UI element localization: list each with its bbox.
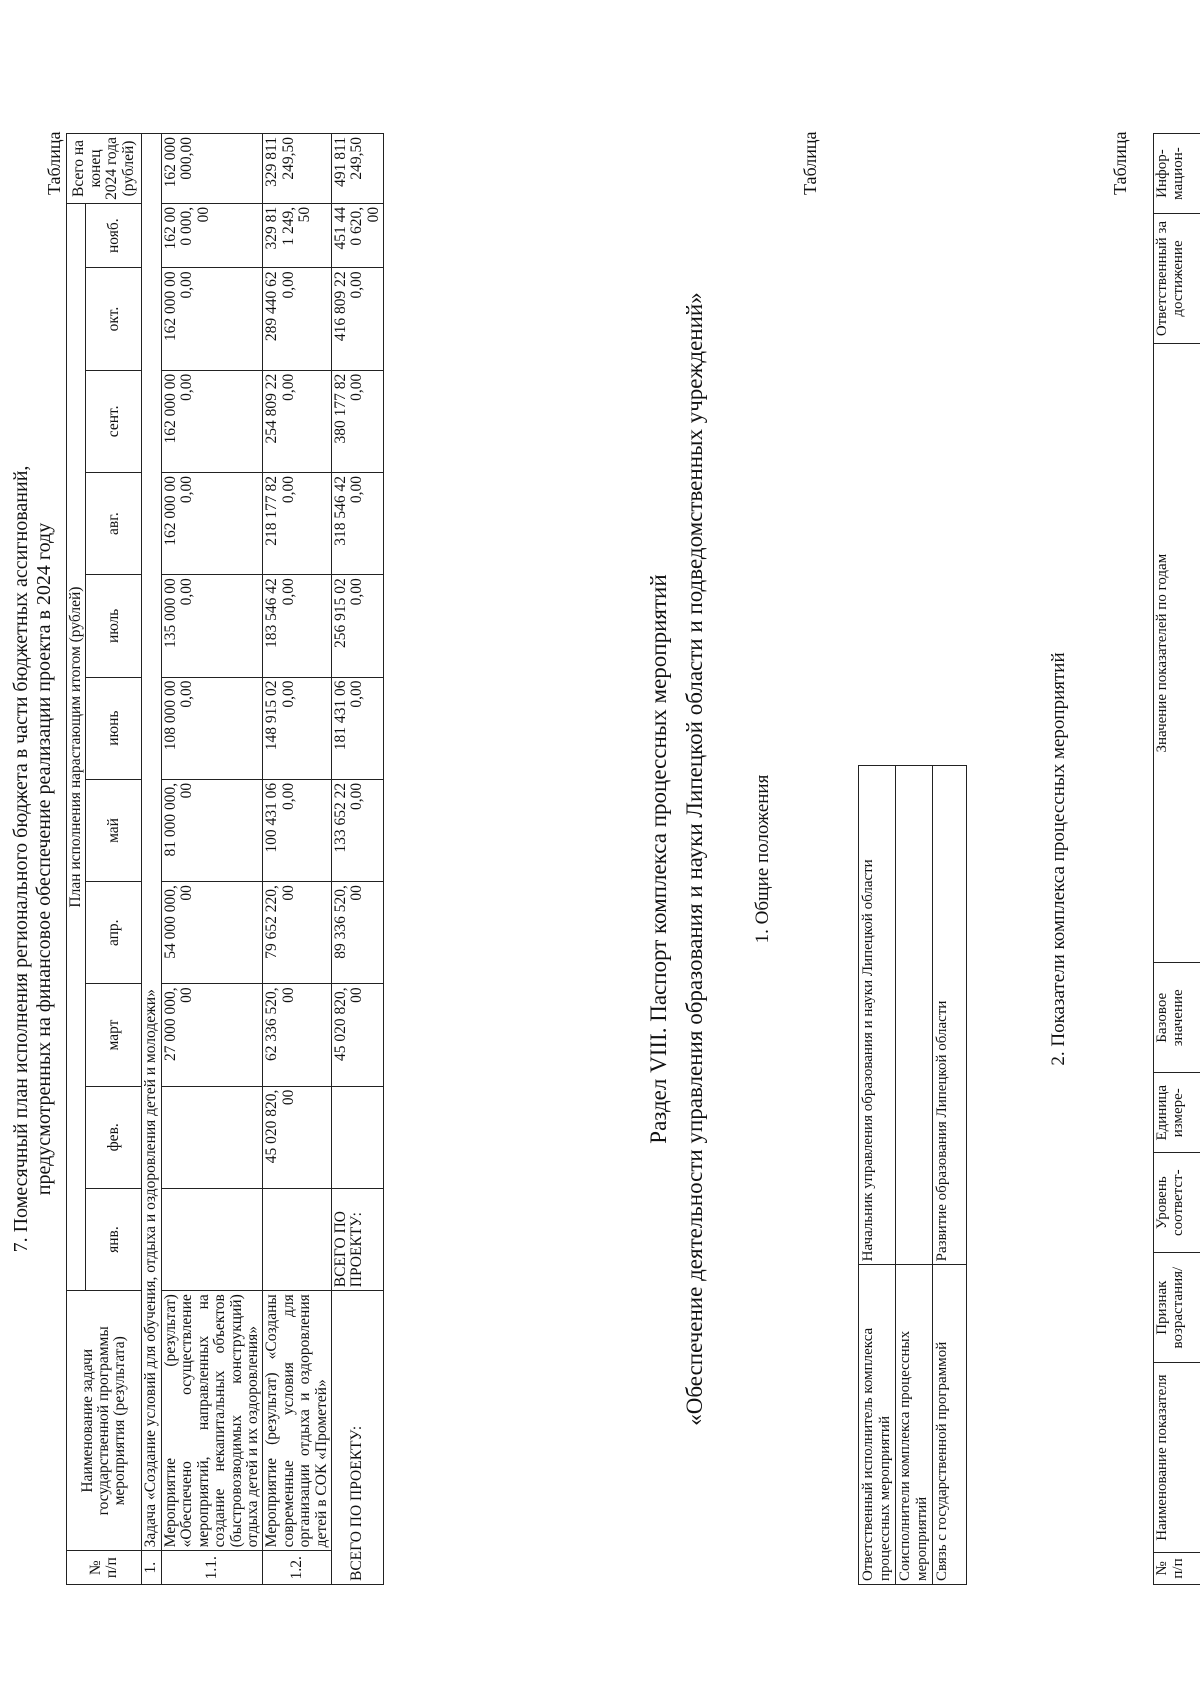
month-value: 79 652 220, 00: [263, 882, 332, 984]
month-value: [161, 1188, 263, 1290]
month-value: 162 000 00 0,00: [161, 472, 263, 574]
month-value: 162 00 0 000, 00: [161, 203, 263, 267]
indicator-header: Наименование показателя: [1154, 1363, 1200, 1553]
row-total: 329 811 249,50: [263, 134, 332, 204]
indicator-header: Признак возрастания/: [1154, 1253, 1200, 1363]
row-total: 491 811 249,50: [332, 134, 384, 204]
row-name: Мероприятие (результат) «Созданы современные условия для организации отдыха и оздоровления детей в СОК «Прометей»: [263, 1291, 332, 1551]
header-name: Наименование задачи государственной программы мероприятия (результата): [67, 1291, 142, 1551]
section7-title-line1: 7. Помесячный план исполнения регионального бюджета в части бюджетных ассигнований,: [10, 465, 32, 1253]
month-value: [263, 1188, 332, 1290]
month-value: 133 652 22 0,00: [332, 779, 384, 881]
header-total: Всего на конец 2024 года (рублей): [67, 134, 142, 204]
general-table-label: Таблица: [800, 131, 820, 195]
month-value: 329 81 1 249, 50: [263, 203, 332, 267]
month-header: окт.: [86, 268, 142, 370]
indicator-header: Уровень соответст-: [1154, 1153, 1200, 1253]
month-value: 183 546 42 0,00: [263, 575, 332, 677]
month-value: 289 440 62 0,00: [263, 268, 332, 370]
indicator-header: № п/п: [1154, 1553, 1200, 1585]
table-header-row: [1154, 134, 1200, 1585]
monthly-plan-table: [66, 133, 384, 1585]
month-header: янв.: [86, 1188, 142, 1290]
month-value: 181 431 06 0,00: [332, 677, 384, 779]
month-value: 54 000 000, 00: [161, 882, 263, 984]
month-value: 89 336 520, 00: [332, 882, 384, 984]
month-value: [161, 1086, 263, 1188]
general-value: Начальник управления образования и науки Липецкой области: [859, 766, 896, 1265]
month-value: 81 000 000, 00: [161, 779, 263, 881]
indicator-header: Значение показателей по годам: [1154, 344, 1200, 963]
section7-table-label: Таблица: [44, 131, 64, 195]
month-header: март: [86, 984, 142, 1086]
header-plan: План исполнения нарастающим итогом (рублей): [67, 203, 86, 1290]
general-label: Ответственный исполнитель комплекса процессных мероприятий: [859, 1265, 896, 1585]
month-value: 108 000 00 0,00: [161, 677, 263, 779]
month-value: [332, 1086, 384, 1188]
month-value: 135 000 00 0,00: [161, 575, 263, 677]
month-header: авг.: [86, 472, 142, 574]
month-value: 416 809 22 0,00: [332, 268, 384, 370]
month-value: 162 000 00 0,00: [161, 370, 263, 472]
month-value: 162 000 00 0,00: [161, 268, 263, 370]
table-row: [933, 766, 967, 1585]
indicator-header: Единица измере-: [1154, 1073, 1200, 1153]
indicators-heading: 2. Показатели комплекса процессных мероприятий: [1048, 652, 1069, 1066]
section8-subtitle: «Обеспечение деятельности управления образования и науки Липецкой области и подведомственных учреждений»: [682, 292, 707, 1426]
header-num: № п/п: [67, 1551, 142, 1585]
month-value: 45 020 820, 00: [332, 984, 384, 1086]
month-header: июнь: [86, 677, 142, 779]
month-value: 218 177 82 0,00: [263, 472, 332, 574]
section7-title-line2: предусмотренных на финансовое обеспечение реализации проекта в 2024 году: [33, 522, 55, 1196]
table-header-row: [67, 134, 86, 1585]
total-row-label: ВСЕГО ПО ПРОЕКТУ:: [332, 1291, 384, 1585]
month-header: июль: [86, 575, 142, 677]
month-value: 27 000 000, 00: [161, 984, 263, 1086]
month-value: 451 44 0 620, 00: [332, 203, 384, 267]
month-value: ВСЕГО ПО ПРОЕКТУ:: [332, 1188, 384, 1290]
indicator-header: Ответственный за достижение: [1154, 214, 1200, 344]
row-total: 162 000 000,00: [161, 134, 263, 204]
month-value: 380 177 82 0,00: [332, 370, 384, 472]
general-label: Соисполнители комплекса процессных мероприятий: [896, 1265, 933, 1585]
row-name: Мероприятие (результат) «Обеспечено осуществление мероприятий, направленных на создание некапитальных объектов (быстровозводимых конструкций) отдыха детей и их оздоровления»: [161, 1291, 263, 1551]
row-num: 1.1.: [161, 1551, 263, 1585]
general-value: Развитие образования Липецкой области: [933, 766, 967, 1265]
month-header: апр.: [86, 882, 142, 984]
general-provisions-table: [858, 765, 967, 1585]
month-value: 45 020 820, 00: [263, 1086, 332, 1188]
month-header: май: [86, 779, 142, 881]
month-header: сент.: [86, 370, 142, 472]
indicator-header: Инфор- мацион-: [1154, 134, 1200, 214]
general-provisions-heading: 1. Общие положения: [752, 774, 773, 944]
row-num: 1.2.: [263, 1551, 332, 1585]
total-row: [332, 134, 384, 1585]
indicators-table-label: Таблица: [1110, 131, 1130, 195]
table-row: [161, 134, 263, 1585]
table-row: [263, 134, 332, 1585]
general-value: [896, 766, 933, 1265]
month-value: 254 809 22 0,00: [263, 370, 332, 472]
month-header: фев.: [86, 1086, 142, 1188]
section8-title: Раздел VIII. Паспорт комплекса процессных мероприятий: [646, 574, 671, 1144]
task-row: [142, 134, 161, 1585]
month-value: 148 915 02 0,00: [263, 677, 332, 779]
general-label: Связь с государственной программой: [933, 1265, 967, 1585]
table-row: [859, 766, 896, 1585]
section7-title: [10, 133, 56, 1585]
table-row: [896, 766, 933, 1585]
month-value: 62 336 520, 00: [263, 984, 332, 1086]
task-text: Задача «Создание условий для обучения, отдыха и оздоровления детей и молодежи»: [142, 134, 161, 1551]
task-num: 1.: [142, 1551, 161, 1585]
month-value: 100 431 06 0,00: [263, 779, 332, 881]
indicators-table: [1153, 133, 1200, 1585]
month-header: нояб.: [86, 203, 142, 267]
month-value: 318 546 42 0,00: [332, 472, 384, 574]
month-value: 256 915 02 0,00: [332, 575, 384, 677]
indicator-header: Базовое значение: [1154, 963, 1200, 1073]
